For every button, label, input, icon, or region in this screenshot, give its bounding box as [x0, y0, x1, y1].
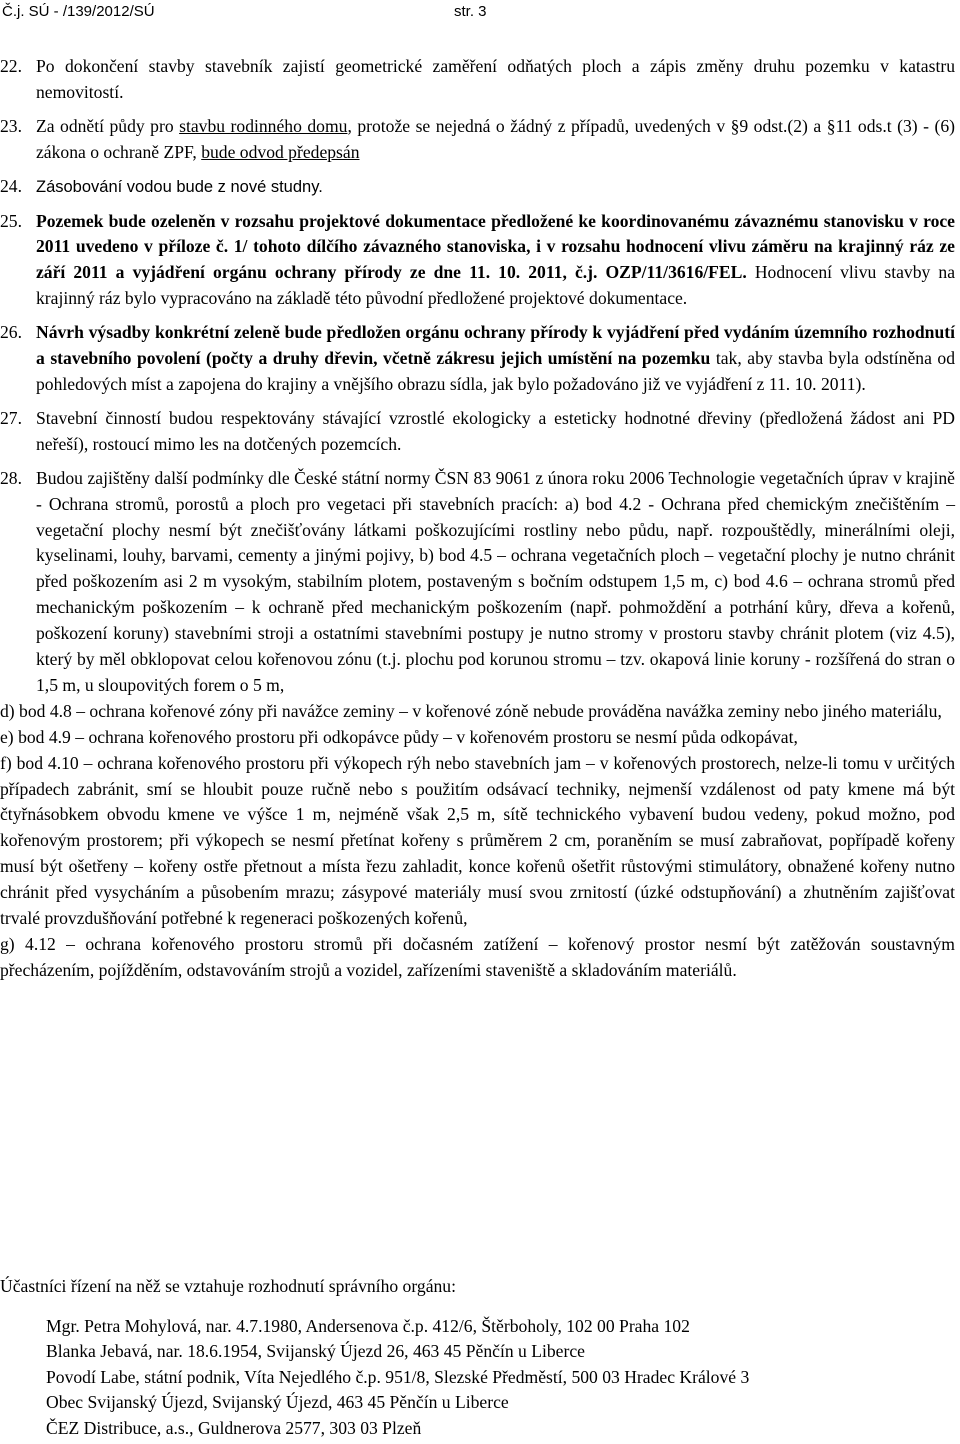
subparagraph: f) bod 4.10 – ochrana kořenového prostoru při výkopech rýh nebo stavebních jam – v kořenových prostorech, nelze-li tomu v určitých případech zabránit, smí se hloubit pouze ručně nebo s použitím odsávací techniky, nejmenší vzdálenost od paty kmene má být čtyřnásobkem obvodu kmene ve výšce 1 m, nejméně však 2,5 m, sítě technického vybavení budou vedeny, pokud možno, pod kořenovým prostorem; při výkopech se nesmí přetínat kořeny s průměrem 2 cm, poraněním se musí zabraňovat, popřípadě kořeny musí být ošetřeny – kořeny ostře přetnout a místa řezu zahladit, konce kořenů ošetřit růstovými stimulátory, obnažené kořeny nutno chránit před vysycháním a působením mrazu; zásypové materiály musí svou zrnitostí (úzké odstupňování) a zhutněním zajišťovat trvalé provzdušňování potřebné k regeneraci poškozených kořenů, — [0, 752, 955, 929]
condition-text: Budou zajištěny další podmínky dle České státní normy ČSN 83 9061 z února roku 2006 Technologie vegetačních úprav v krajině - Ochrana stromů, porostů a ploch pro vegetaci při stavebních pracích: a) bod 4.2 - Ochrana před chemickým znečištěním – vegetační plochy nesmí být znečišťovány látkami poškozujícími rostliny nebo půdu, např. rozpouštědly, minerálními oleji, kyselinami, louhy, barvami, cementy a jinými pojivy, b) bod 4.5 – ochrana vegetačních ploch – vegetační plochy je nutno chránit před poškozením asi 2 m vysokým, stabilním plotem, postaveným s bočním odstupem 1,5 m, c) bod 4.6 – ochrana stromů před mechanickým poškozením – k ochraně před mechanickým poškozením (např. pohmoždění a potrhání kůry, dřeva a kořenů, poškození koruny) stavebními stroji a ostatními stavebními postupy je nutno stromy v prostoru stavby chránit plotem (viz 4.5), který by měl obklopovat celou kořenovou zónu (t.j. plochu pod korunou stromu – tzv. okapová linie koruny - rozšířená do stran o 1,5 m, u sloupovitých forem o 5 m, — [36, 467, 955, 695]
page-number: str. 3 — [454, 3, 487, 20]
condition-text: tak, aby stavba byla odstíněna od pohledových míst a zapojena do krajiny a vnějšího obrazu sídla, jak bylo požadováno již ve vyjádření z 11. 10. 2011). — [36, 348, 955, 394]
participant-entry: Povodí Labe, státní podnik, Víta Nejedlého č.p. 951/8, Slezské Předměstí, 500 03 Hradec Králové 3 — [46, 1366, 750, 1387]
condition-text: stavbu rodinného domu — [179, 115, 348, 136]
condition-number: 22. — [0, 56, 22, 76]
subparagraph-list — [0, 699, 955, 984]
condition-text: Po dokončení stavby stavebník zajistí geometrické zaměření odňatých ploch a zápis změny druhu pozemku v katastru nemovitostí. — [36, 56, 955, 102]
condition-item — [0, 320, 955, 398]
participant-entry: Blanka Jebavá, nar. 18.6.1954, Svijanský Újezd 26, 463 45 Pěnčín u Liberce — [46, 1341, 585, 1362]
condition-text: Návrh výsadby konkrétní zeleně bude předložen orgánu ochrany přírody k vyjádření před vydáním územního rozhodnutí a stavebního povolení (počty a druhy dřevin, včetně zákresu jejich umístění na pozemku — [36, 322, 955, 369]
condition-number: 28. — [0, 467, 22, 488]
condition-text: Stavební činností budou respektovány stávající vzrostlé ekologicky a esteticky hodnotné dřeviny (předložená žádost ani PD neřeší), rostoucí mimo les na dotčených pozemcích. — [36, 407, 955, 454]
subparagraph: g) 4.12 – ochrana kořenového prostoru stromů při dočasném zatížení – kořenový prostor nesmí být zatěžován soustavným přecházením, pojížděním, odstavováním strojů a vozidel, zařízeními staveniště a skladováním materiálů. — [0, 934, 955, 980]
participants-list — [46, 1314, 951, 1441]
condition-item — [0, 174, 955, 201]
condition-text: Pozemek bude ozeleněn v rozsahu projektové dokumentace předložené ke koordinovanému závaznému stanovisku v roce 2011 uvedeno v příloze č. — [36, 210, 955, 257]
condition-item — [0, 406, 955, 458]
participant-entry: Mgr. Petra Mohylová, nar. 4.7.1980, Andersenova č.p. 412/6, Štěrboholy, 102 00 Praha 102 — [46, 1316, 690, 1336]
reference-number: Č.j. SÚ - /139/2012/SÚ — [2, 3, 155, 20]
condition-item — [0, 114, 955, 166]
participants-heading: Účastníci řízení na něž se vztahuje rozhodnutí správního orgánu: — [0, 1276, 456, 1296]
condition-text: 1/ tohoto dílčího závazného stanoviska, i v rozsahu hodnocení vlivu záměru na krajinný ráz ze září 2011 a vyjádření orgánu ochrany přírody ze dne 11. 10. 2011, č.j. OZP/11/3616/FEL. — [36, 236, 955, 283]
subparagraph: e) bod 4.9 – ochrana kořenového prostoru při odkopávce půdy – v kořenovém prostoru se nesmí půda odkopávat, — [0, 726, 798, 747]
condition-item — [0, 54, 955, 106]
participant-entry: Obec Svijanský Újezd, Svijanský Újezd, 463 45 Pěnčín u Liberce — [46, 1392, 509, 1413]
condition-list — [0, 54, 955, 699]
condition-number: 23. — [0, 115, 22, 136]
participant-entry: ČEZ Distribuce, a.s., Guldnerova 2577, 303 03 Plzeň — [46, 1417, 422, 1438]
condition-number: 27. — [0, 407, 22, 428]
page-header — [0, 0, 960, 26]
condition-text: Zásobování vodou bude z nové studny. — [36, 177, 323, 196]
condition-text: Hodnocení vlivu stavby na krajinný ráz bylo vypracováno na základě této původní předložené projektové dokumentace. — [36, 262, 955, 309]
document-body — [0, 54, 955, 984]
condition-text: bude odvod předepsán — [201, 141, 360, 162]
subparagraph: d) bod 4.8 – ochrana kořenové zóny při navážce zeminy – v kořenové zóně nebude prováděna navážka zeminy nebo jiného materiálu, — [0, 700, 942, 721]
condition-item — [0, 209, 955, 313]
condition-text: Za odnětí půdy pro — [36, 115, 180, 136]
condition-number: 26. — [0, 322, 22, 343]
condition-text: , protože se nejedná o žádný z případů, uvedených v §9 odst.(2) a §11 ods.t (3) - (6) zákona o ochraně ZPF, — [36, 115, 956, 162]
condition-item — [0, 466, 955, 699]
condition-number: 24. — [0, 175, 22, 196]
condition-number: 25. — [0, 210, 22, 231]
